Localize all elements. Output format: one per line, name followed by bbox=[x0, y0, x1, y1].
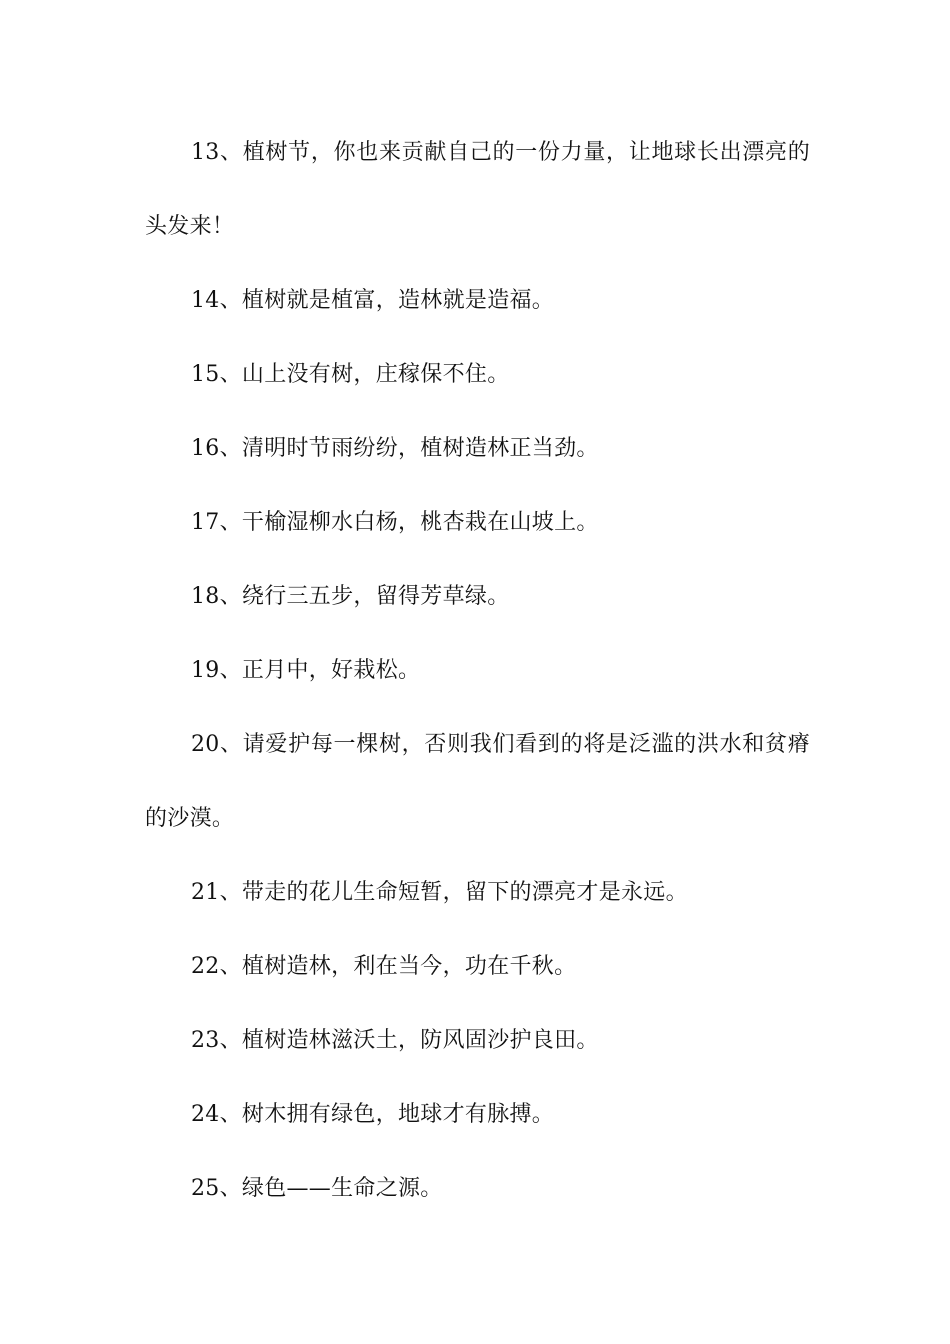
paragraph-19: 19、正月中，好栽松。 bbox=[191, 658, 421, 683]
paragraph-22: 22、植树造林，利在当今，功在千秋。 bbox=[191, 954, 577, 979]
paragraph-24: 24、树木拥有绿色，地球才有脉搏。 bbox=[191, 1102, 555, 1127]
paragraph-23: 23、植树造林滋沃土，防风固沙护良田。 bbox=[191, 1028, 599, 1053]
paragraph-13: 13、植树节，你也来贡献自己的一份力量，让地球长出漂亮的头发来！ bbox=[145, 140, 810, 239]
document-body bbox=[145, 116, 810, 1226]
paragraph-20: 20、请爱护每一棵树，否则我们看到的将是泛滥的洪水和贫瘠的沙漠。 bbox=[145, 732, 810, 831]
paragraph-17: 17、干榆湿柳水白杨，桃杏栽在山坡上。 bbox=[191, 510, 599, 535]
paragraph-14: 14、植树就是植富，造林就是造福。 bbox=[191, 288, 555, 313]
paragraph-21: 21、带走的花儿生命短暂，留下的漂亮才是永远。 bbox=[191, 880, 688, 905]
paragraph-25: 25、绿色——生命之源。 bbox=[191, 1176, 443, 1201]
paragraph-18: 18、绕行三五步，留得芳草绿。 bbox=[191, 584, 510, 609]
paragraph-16: 16、清明时节雨纷纷，植树造林正当劲。 bbox=[191, 436, 599, 461]
paragraph-15: 15、山上没有树，庄稼保不住。 bbox=[191, 362, 510, 387]
